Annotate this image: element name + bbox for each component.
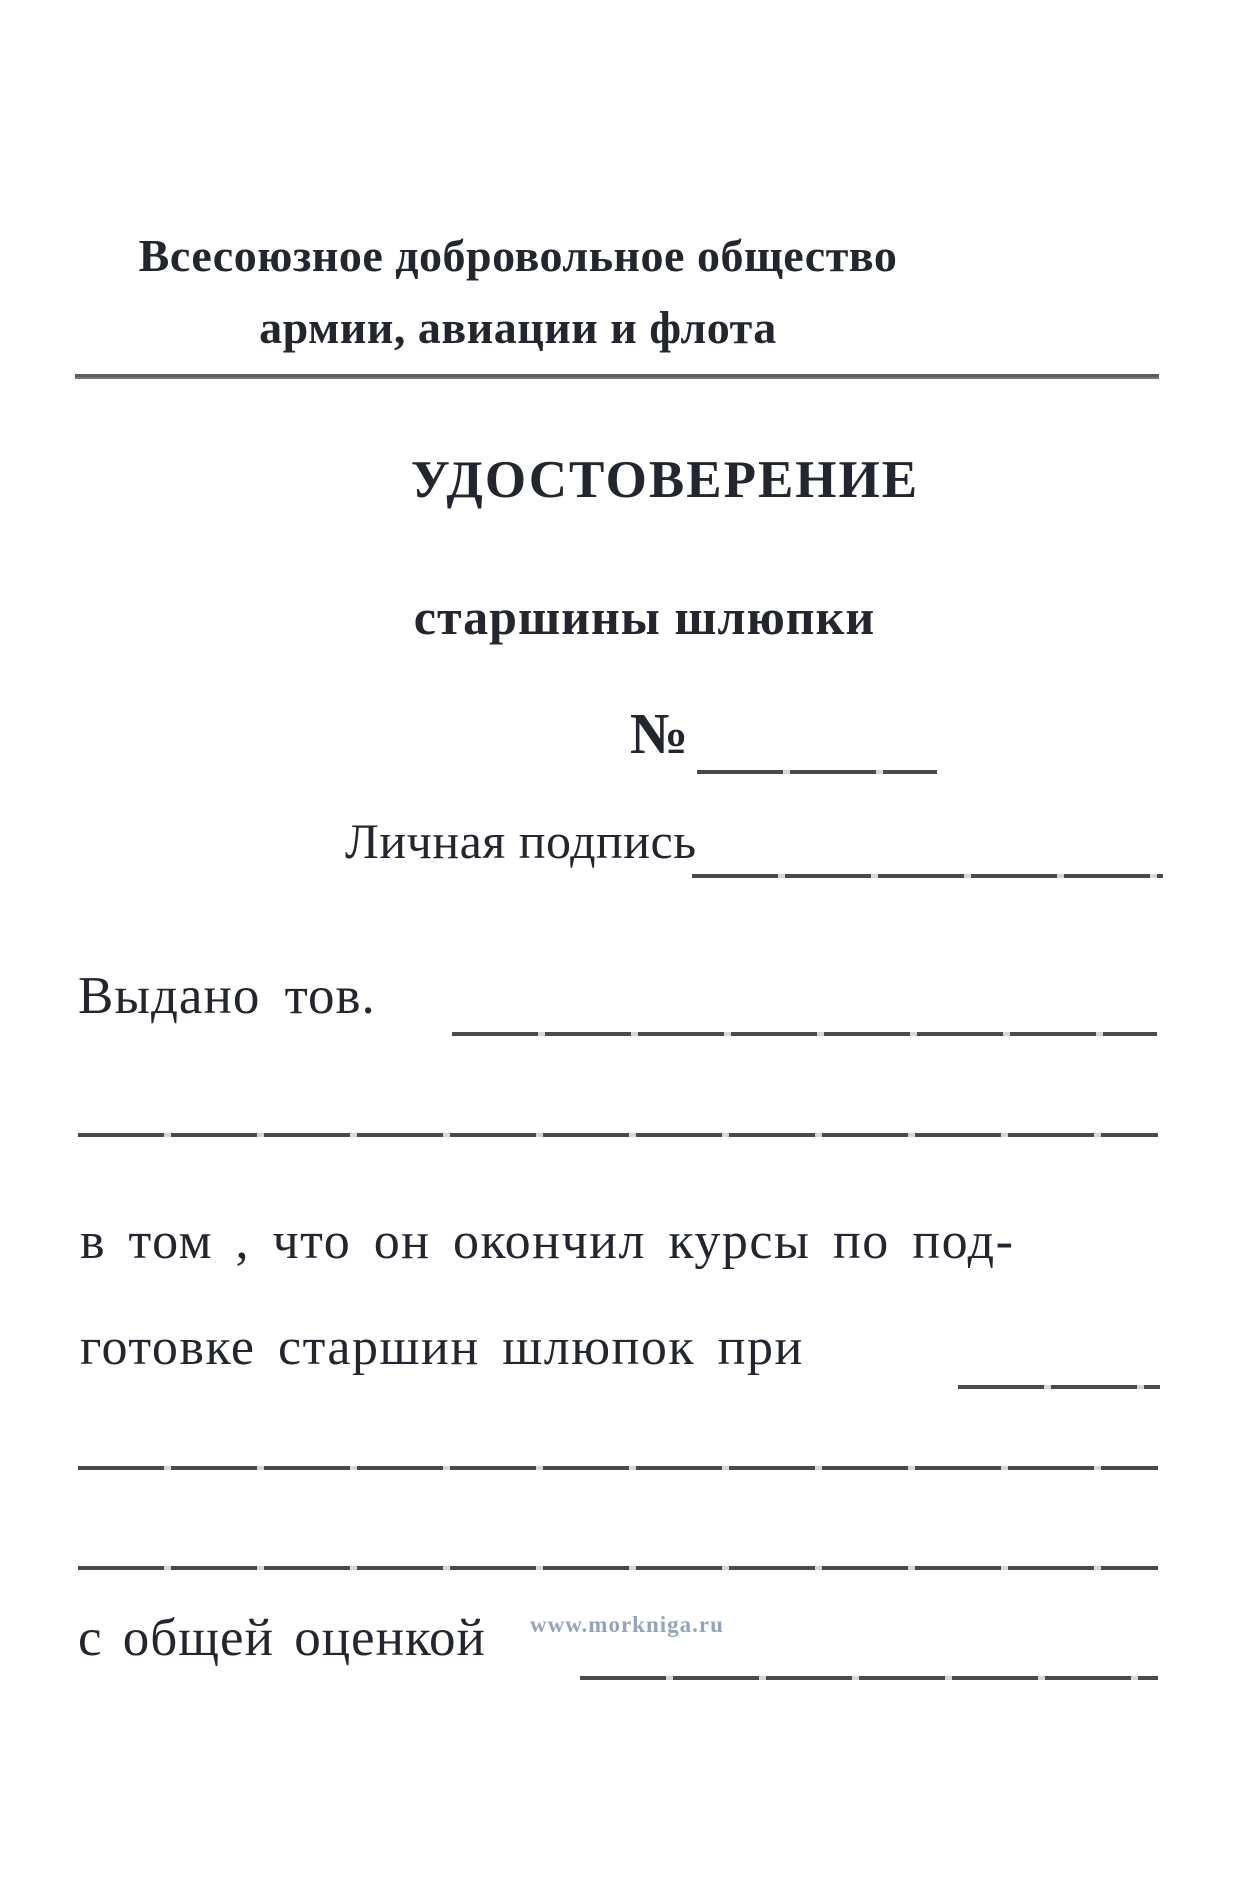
grade-blank-line	[580, 1676, 1158, 1680]
institution-continuation-blank-line-1	[78, 1466, 1158, 1470]
certificate-title: УДОСТОВЕРЕНИЕ	[410, 451, 920, 509]
certificate-subtitle: старшины шлюпки	[413, 589, 876, 645]
institution-blank-line	[958, 1385, 1160, 1389]
watermark-text: www.morkniga.ru	[530, 1612, 724, 1637]
header-rule	[75, 374, 1159, 379]
org-name	[63, 220, 973, 364]
org-name-line2: армии, авиации и флота	[259, 302, 777, 353]
signature-blank-line	[692, 874, 1163, 878]
number-blank-line	[697, 770, 937, 774]
institution-continuation-blank-line-2	[78, 1566, 1158, 1570]
grade-label: с общей оценкой	[78, 1609, 486, 1667]
signature-label: Личная подпись	[345, 813, 697, 869]
issued-to-blank-line	[452, 1032, 1157, 1036]
body-text-line-1: в том , что он окончил курсы по под-	[80, 1213, 1015, 1270]
number-label: №	[630, 701, 689, 766]
body-text-line-2: готовке старшин шлюпок при	[80, 1319, 804, 1376]
org-name-line1: Всесоюзное добровольное общество	[138, 230, 898, 281]
issued-to-label: Выдано тов.	[78, 967, 376, 1025]
issued-to-continuation-blank-line	[78, 1133, 1158, 1137]
